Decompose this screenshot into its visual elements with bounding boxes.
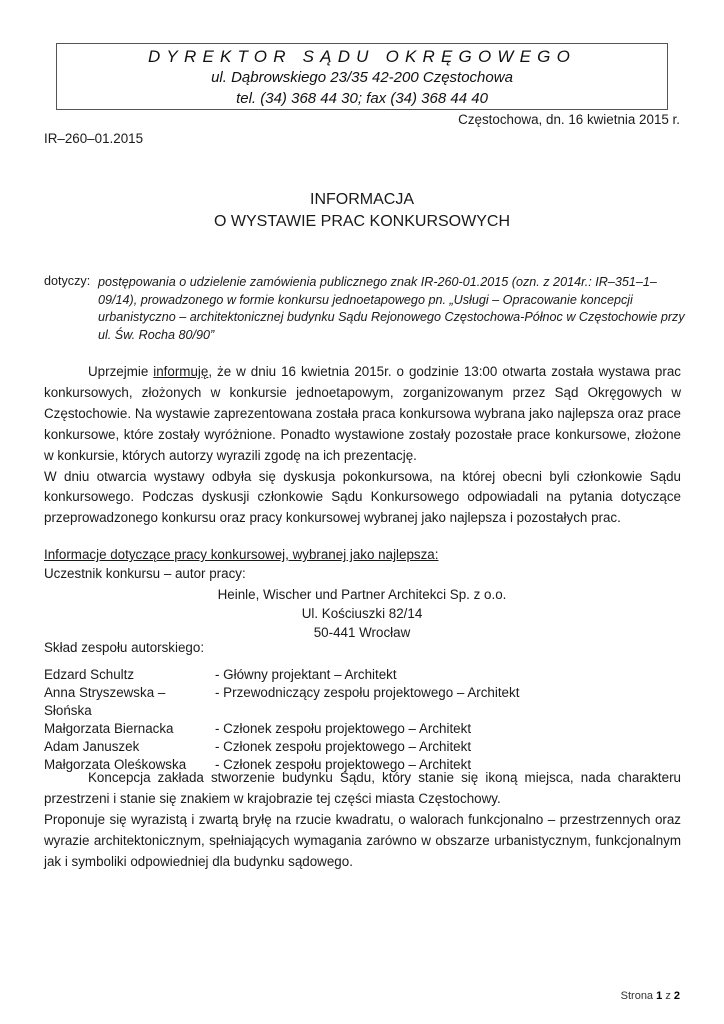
participant-label: Uczestnik konkursu – autor pracy: [44,566,246,581]
team-member [44,738,519,756]
team-member [44,666,519,684]
winner-heading: Informacje dotyczące pracy konkursowej, wybranej jako najlepsza: [44,547,439,562]
paragraph-3: Koncepcja zakłada stworzenie budynku Sądu, który stanie się ikoną miejsca, nada charakteru przestrzeni i stanie się znakiem w krajobrazie tej części miasta Częstochowy. [44,770,681,806]
paragraph-1: Uprzejmie informuję, że w dniu 16 kwietnia 2015r. o godzinie 13:00 otwarta została wystawa prac konkursowych, złożonych w konkursie jednoetapowym, zorganizowanym przez Sąd Okręgowych w Częstochowie. Na wystawie zaprezentowana została praca konkursowa wybrana jako najlepsza oraz prace konkursowe, które zostały wyróżnione. Ponadto wystawione zostały pozostałe prace konkursowe, złożone w konkursie, których autorzy wyrazili zgodę na ich prezentację. [44,364,681,463]
letterhead-title: DYREKTOR SĄDU OKRĘGOWEGO [147,47,577,66]
firm-name: Heinle, Wischer und Partner Architekci Sp. z o.o. [217,587,507,602]
member-role: - Członek zespołu projektowego – Architekt [215,721,472,736]
member-name: Małgorzata Biernacka [44,721,174,736]
page-label: Strona [620,990,654,1002]
member-name: Edzard Schultz [44,667,135,682]
regards-label: dotyczy: [44,274,91,288]
page-separator: z [665,990,671,1002]
page-current: 1 [656,990,663,1002]
letterhead-address: ul. Dąbrowskiego 23/35 42-200 Częstochowa [211,69,513,86]
paragraph-2: W dniu otwarcia wystawy odbyła się dyskusja pokonkursowa, na której obecni byli członkowie Sądu konkursowego. Podczas dyskusji członkowie Sądu Konkursowego odpowiadali na pytania dotyczące przeprowadzonego konkursu oraz pracy konkursowej wybranej jako najlepsza i pozostałych prac. [44,468,681,526]
paragraph-4: Proponuje się wyrazistą i zwartą bryłę na rzucie kwadratu, o walorach funkcjonalno – przestrzennych oraz wyrazie architektonicznym, spełniających wymagania zarówno w obszarze urbanistycznym, funkcjonalnym jak i symboliki odpowiedniej dla budynku sądowego. [44,811,681,869]
firm-city: 50-441 Wrocław [313,625,411,640]
member-name: Anna Stryszewska – Słońska [44,685,166,718]
member-role: - Członek zespołu projektowego – Architekt [215,757,472,772]
regards-text: postępowania o udzielenie zamówienia publicznego znak IR-260-01.2015 (ozn. z 2014r.: IR–351–1–09/14), prowadzonego w formie konkursu jednoetapowego pn. „Usługi – Opracowanie koncepcji urbanistyczno – architektonicznej budynku Sądu Rejonowego Częstochowa-Północ w Częstochowie przy ul. Św. Rocha 80/90” [98,275,685,342]
member-role: - Członek zespołu projektowego – Architekt [215,739,472,754]
team-member [44,720,519,738]
winner-firm [0,585,724,642]
main-body [44,362,681,529]
informuje-word: informuję [153,364,209,379]
page-total: 2 [673,990,680,1002]
letterhead [56,43,668,110]
member-name: Adam Januszek [44,739,140,754]
team-list [44,666,519,774]
document-title-line1: INFORMACJA [310,191,414,208]
firm-street: Ul. Kościuszki 82/14 [301,606,423,621]
page-footer [621,990,680,1002]
document-title-line2: O WYSTAWIE PRAC KONKURSOWYCH [213,213,510,230]
letterhead-contact: tel. (34) 368 44 30; fax (34) 368 44 40 [236,90,488,107]
reference-number: IR–260–01.2015 [44,131,144,146]
city-date: Częstochowa, dn. 16 kwietnia 2015 r. [458,112,680,127]
team-label: Skład zespołu autorskiego: [44,640,205,655]
concept-body [44,768,681,873]
opening-date: 16 kwietnia 2015r. o godzinie 13:00 [281,364,498,379]
member-role: - Główny projektant – Architekt [215,667,397,682]
member-role: - Przewodniczący zespołu projektowego – Architekt [215,685,520,700]
team-member [44,684,519,720]
document-title [0,189,724,233]
member-name: Małgorzata Oleśkowska [44,757,187,772]
